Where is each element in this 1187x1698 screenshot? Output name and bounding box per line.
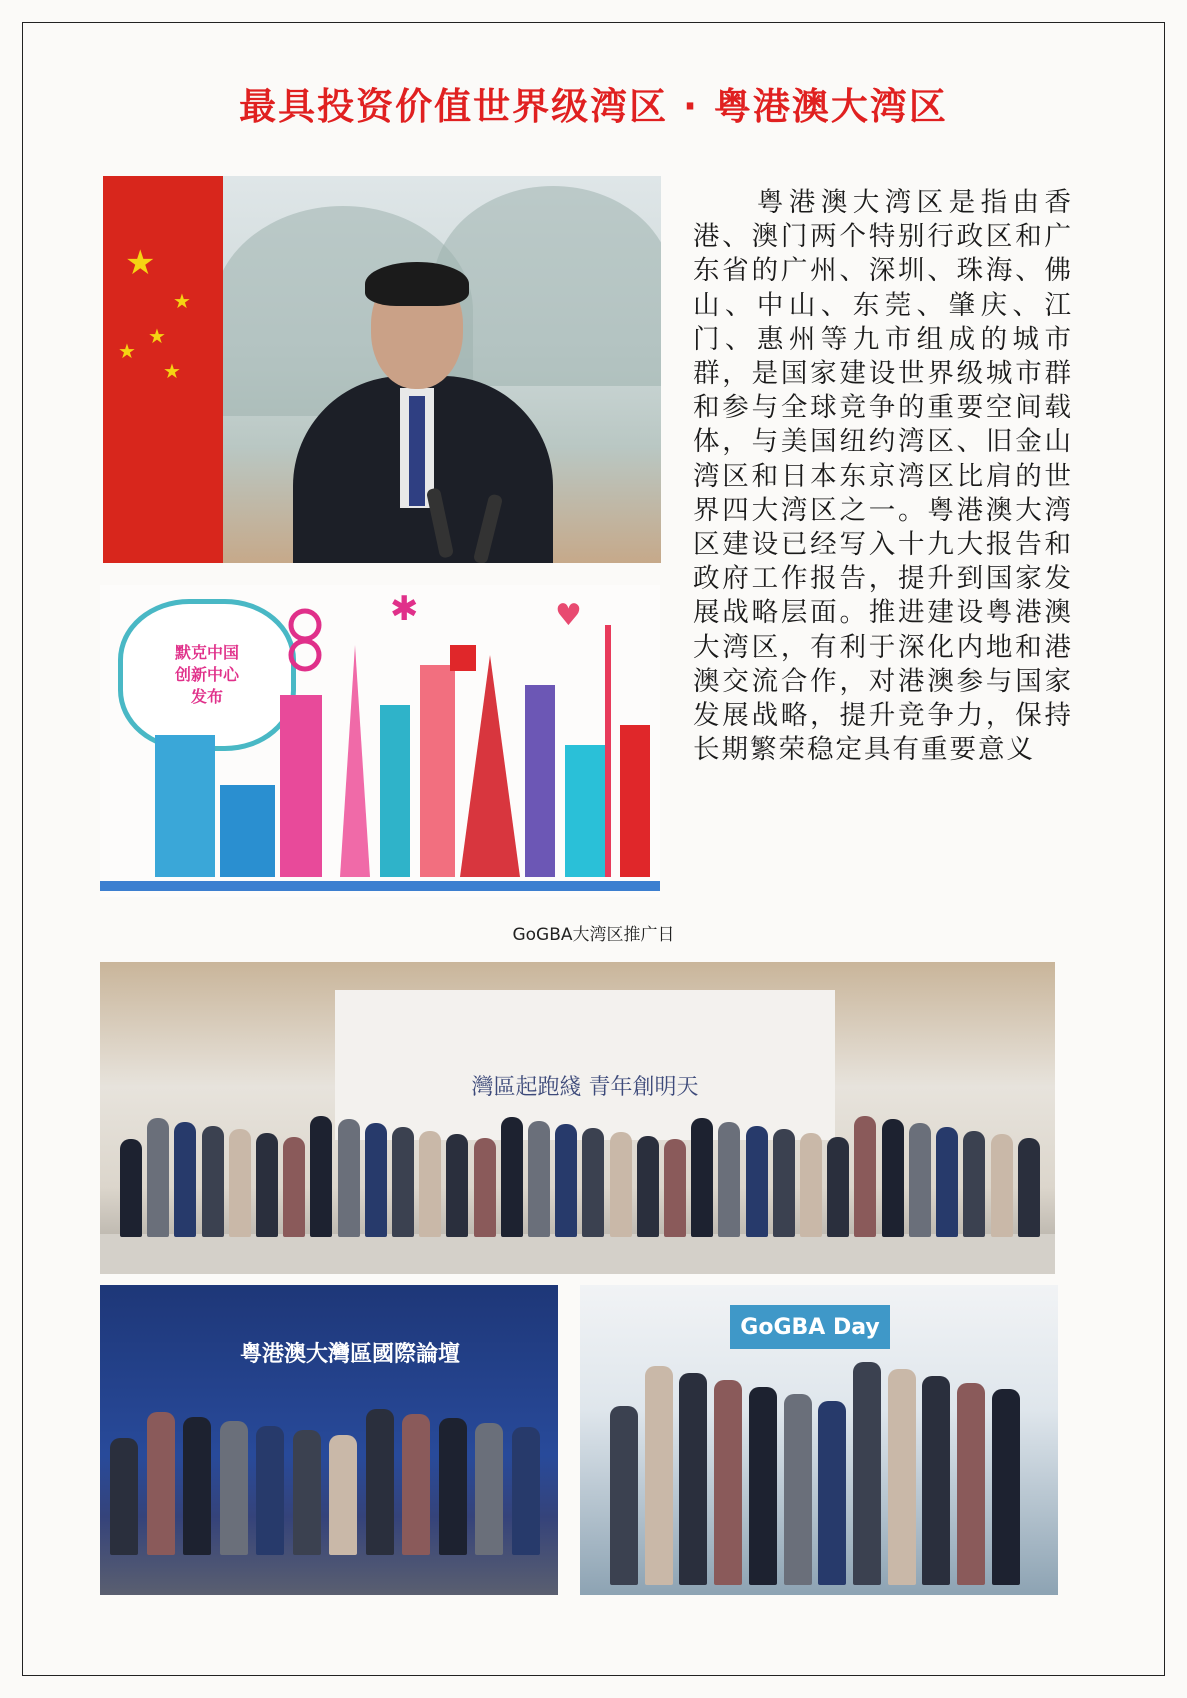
- person-figure: [120, 1139, 142, 1237]
- person-figure: [664, 1139, 686, 1237]
- person-figure: [329, 1435, 357, 1555]
- skyline-graphic: [100, 585, 660, 897]
- badge-line: 默克中国: [174, 643, 239, 662]
- person-figure: [183, 1417, 211, 1555]
- person-figure: [174, 1122, 196, 1237]
- china-flag: ★ ★ ★ ★ ★: [103, 176, 223, 563]
- person-figure: [365, 1123, 387, 1237]
- person-figure: [645, 1366, 673, 1585]
- person-figure: [402, 1414, 430, 1555]
- person-figure: [419, 1131, 441, 1237]
- gogba-day-photo: [580, 1285, 1058, 1595]
- person-figure: [854, 1116, 876, 1237]
- person-figure: [528, 1121, 550, 1237]
- forum-group-photo: [100, 1285, 558, 1595]
- person-figure: [800, 1133, 822, 1237]
- badge-line: 创新中心: [174, 665, 239, 684]
- gogba-group-photo: [100, 962, 1055, 1274]
- person-figure: [147, 1118, 169, 1237]
- person-figure: [392, 1127, 414, 1237]
- person-figure: [202, 1126, 224, 1237]
- person-figure: [475, 1423, 503, 1555]
- photo-caption: GoGBA大湾区推广日: [512, 925, 675, 945]
- person-figure: [338, 1119, 360, 1237]
- person-figure: [714, 1380, 742, 1585]
- person-figure: [439, 1418, 467, 1555]
- person-figure: [718, 1122, 740, 1237]
- person-figure: [991, 1134, 1013, 1237]
- crowd: [110, 1405, 540, 1555]
- person-figure: [882, 1119, 904, 1237]
- person-figure: [229, 1129, 251, 1237]
- person-figure: [555, 1124, 577, 1237]
- person-figure: [366, 1409, 394, 1555]
- person-figure: [963, 1131, 985, 1237]
- svg-text:♥: ♥: [555, 598, 582, 633]
- person-figure: [446, 1134, 468, 1237]
- page-title: 最具投资价值世界级湾区 · 粤港澳大湾区: [239, 85, 948, 128]
- badge-line: 发布: [190, 687, 223, 706]
- person-figure: [256, 1426, 284, 1555]
- person-figure: [922, 1376, 950, 1585]
- person-figure: [746, 1126, 768, 1237]
- person-figure: [679, 1373, 707, 1585]
- person-figure: [957, 1383, 985, 1585]
- person-figure: [784, 1394, 812, 1585]
- person-figure: [992, 1389, 1020, 1585]
- person-figure: [637, 1136, 659, 1237]
- person-figure: [283, 1137, 305, 1237]
- person-figure: [888, 1369, 916, 1585]
- person-figure: [691, 1118, 713, 1237]
- person-figure: [220, 1421, 248, 1555]
- person-figure: [512, 1427, 540, 1555]
- person-figure: [147, 1412, 175, 1555]
- person-figure: [1018, 1138, 1040, 1237]
- person-figure: [909, 1123, 931, 1237]
- person-figure: [310, 1116, 332, 1237]
- person-figure: [936, 1127, 958, 1237]
- crowd: [120, 1112, 1040, 1237]
- person-figure: [818, 1401, 846, 1585]
- person-figure: [501, 1117, 523, 1237]
- person-figure: [827, 1137, 849, 1237]
- city-skyline-illustration: [100, 585, 660, 897]
- gogba-day-banner: GoGBA Day: [730, 1305, 890, 1349]
- person-figure: [610, 1132, 632, 1237]
- person-figure: [474, 1138, 496, 1237]
- person-figure: [773, 1129, 795, 1237]
- person-figure: [749, 1387, 777, 1585]
- speaker-photo: [103, 176, 661, 563]
- person-figure: [293, 1430, 321, 1555]
- person-figure: [110, 1438, 138, 1555]
- backdrop-text: 灣區起跑綫 青年創明天: [471, 1075, 699, 1100]
- person-figure: [582, 1128, 604, 1237]
- body-paragraph: 粤港澳大湾区是指由香港、澳门两个特别行政区和广东省的广州、深圳、珠海、佛山、中山、东莞、肇庆、江门、惠州等九市组成的城市群，是国家建设世界级城市群和参与全球竞争的重要空间载体，与美国纽约湾区、旧金山湾区和日本东京湾区比肩的世界四大湾区之一。粤港澳大湾区建设已经写入十九大报告和政府工作报告，提升到国家发展战略层面。推进建设粤港澳大湾区，有利于深化内地和港澳交流合作，对港澳参与国家发展战略，提升竞争力，保持长期繁荣稳定具有重要意义: [693, 187, 1073, 766]
- forum-backdrop-text: 粤港澳大灣區國際論壇: [239, 1341, 460, 1367]
- person-figure: [256, 1133, 278, 1237]
- person-figure: [853, 1362, 881, 1585]
- crowd: [610, 1355, 1020, 1585]
- svg-text:✱: ✱: [390, 589, 419, 629]
- person-figure: [610, 1406, 638, 1585]
